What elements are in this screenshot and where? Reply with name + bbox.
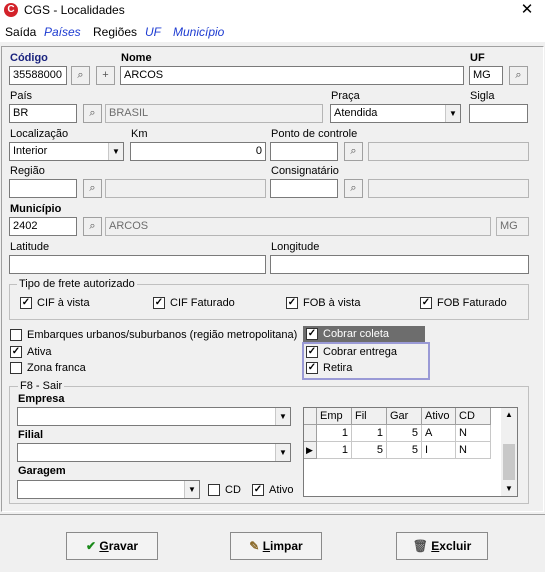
window-title: CGS - Localidades xyxy=(24,3,125,17)
gravar-button[interactable]: ✔ Gravar xyxy=(66,532,158,560)
ponto-controle-code-input[interactable] xyxy=(270,142,338,161)
empresa-select[interactable] xyxy=(17,407,291,426)
garagem-grid[interactable] xyxy=(303,407,518,497)
zona-franca-label: Zona franca xyxy=(27,362,86,374)
embarques-label: Embarques urbanos/suburbanos (região metropolitana) xyxy=(27,329,298,341)
grid-cell[interactable]: 5 xyxy=(387,425,422,442)
grid-header-gar[interactable]: Gar xyxy=(387,408,422,425)
zona-franca-checkbox[interactable] xyxy=(10,362,22,374)
check-icon: ✓ xyxy=(253,484,263,495)
chevron-down-icon[interactable]: ▼ xyxy=(275,444,290,461)
ativa-checkbox[interactable] xyxy=(10,346,22,358)
check-icon: ✓ xyxy=(287,297,297,308)
uf-label: UF xyxy=(470,52,485,64)
check-icon: ✓ xyxy=(421,297,431,308)
regiao-code-input[interactable] xyxy=(9,179,77,198)
binoculars-icon: ⌕ xyxy=(89,182,96,194)
row-indicator: ▶ xyxy=(304,442,317,459)
excluir-button[interactable]: 🗑 Excluir xyxy=(396,532,488,560)
cobrar-coleta-checkbox[interactable] xyxy=(306,328,318,340)
ativo-label: Ativo xyxy=(269,484,294,496)
menu-paises[interactable]: Países xyxy=(44,25,81,39)
latitude-label: Latitude xyxy=(10,241,50,253)
binoculars-icon: ⌕ xyxy=(350,145,357,157)
binoculars-icon: ⌕ xyxy=(77,69,84,81)
praca-select[interactable] xyxy=(330,104,461,123)
menu-bar xyxy=(0,22,545,42)
binoculars-icon: ⌕ xyxy=(350,182,357,194)
ativo-checkbox[interactable] xyxy=(252,484,264,496)
sigla-input[interactable] xyxy=(469,104,528,123)
localizacao-label: Localização xyxy=(10,128,69,140)
regiao-search-button[interactable] xyxy=(83,179,102,198)
filial-select[interactable] xyxy=(17,443,291,462)
grid-cell[interactable]: 5 xyxy=(387,442,422,459)
chevron-down-icon[interactable]: ▼ xyxy=(445,105,460,122)
grid-cell[interactable]: N xyxy=(456,442,491,459)
localizacao-value: Interior xyxy=(13,145,48,157)
cd-label: CD xyxy=(225,484,241,496)
check-icon: ✓ xyxy=(307,346,317,357)
cobrar-entrega-label: Cobrar entrega xyxy=(323,346,397,358)
municipio-label: Município xyxy=(10,203,62,215)
binoculars-icon: ⌕ xyxy=(89,220,96,232)
check-icon: ✓ xyxy=(307,328,317,339)
grid-cell[interactable]: 1 xyxy=(317,442,352,459)
menu-municipio[interactable]: Município xyxy=(173,25,225,39)
consignatario-search-button[interactable] xyxy=(344,179,363,198)
cif-faturado-label: CIF Faturado xyxy=(170,297,235,309)
menu-saida[interactable]: Saída xyxy=(5,25,37,39)
municipio-uf-field: MG xyxy=(496,217,529,236)
fob-faturado-label: FOB Faturado xyxy=(437,297,507,309)
row-indicator xyxy=(304,425,317,442)
garagem-select[interactable] xyxy=(17,480,200,499)
grid-cell[interactable]: 1 xyxy=(317,425,352,442)
grid-header-emp[interactable]: Emp xyxy=(317,408,352,425)
consignatario-label: Consignatário xyxy=(271,165,339,177)
embarques-checkbox[interactable] xyxy=(10,329,22,341)
grid-header-cd[interactable]: CD xyxy=(456,408,491,425)
grid-cell[interactable]: I xyxy=(422,442,456,459)
chevron-down-icon[interactable]: ▼ xyxy=(275,408,290,425)
scroll-thumb[interactable] xyxy=(503,444,515,480)
pais-name-field: BRASIL xyxy=(105,104,323,123)
cif-faturado-checkbox[interactable] xyxy=(153,297,165,309)
consignatario-code-input[interactable] xyxy=(270,179,338,198)
title-bar xyxy=(0,0,545,22)
pais-code-input[interactable]: BR xyxy=(9,104,77,123)
retira-label: Retira xyxy=(323,362,353,374)
longitude-label: Longitude xyxy=(271,241,320,253)
check-icon: ✓ xyxy=(11,346,21,357)
check-icon: ✓ xyxy=(154,297,164,308)
grid-scrollbar[interactable] xyxy=(501,408,517,496)
empresa-label: Empresa xyxy=(18,393,65,405)
app-logo-icon: C xyxy=(4,3,18,17)
pais-label: País xyxy=(10,90,33,102)
municipio-code-input[interactable]: 2402 xyxy=(9,217,77,236)
cif-avista-checkbox[interactable] xyxy=(20,297,32,309)
regiao-label: Região xyxy=(10,165,45,177)
f8-title: F8 - Sair xyxy=(20,380,63,392)
ativa-label: Ativa xyxy=(27,346,52,358)
pais-search-button[interactable] xyxy=(83,104,102,123)
retira-checkbox[interactable] xyxy=(306,362,318,374)
frete-title: Tipo de frete autorizado xyxy=(19,278,135,290)
grid-header-fil[interactable]: Fil xyxy=(352,408,387,425)
ponto-controle-label: Ponto de controle xyxy=(271,128,358,140)
grid-header-ativo[interactable]: Ativo xyxy=(422,408,456,425)
cd-checkbox[interactable] xyxy=(208,484,220,496)
regiao-name-field xyxy=(105,179,266,198)
uf-search-button[interactable] xyxy=(509,66,528,85)
check-icon: ✔ xyxy=(85,539,96,553)
uf-input[interactable]: MG xyxy=(469,66,503,85)
praca-label: Praça xyxy=(331,90,360,102)
close-button[interactable]: ✕ xyxy=(520,1,534,18)
latitude-input[interactable] xyxy=(9,255,266,274)
broom-icon: ✎ xyxy=(249,539,260,553)
ponto-controle-name-field xyxy=(368,142,529,161)
menu-uf[interactable]: UF xyxy=(145,25,161,39)
grid-corner xyxy=(304,408,317,425)
longitude-input[interactable] xyxy=(270,255,529,274)
check-icon: ✓ xyxy=(21,297,31,308)
chevron-down-icon[interactable]: ▼ xyxy=(184,481,199,498)
km-input[interactable]: 0 xyxy=(130,142,266,161)
menu-regioes[interactable]: Regiões xyxy=(93,25,138,39)
cobrar-coleta-label: Cobrar coleta xyxy=(323,328,390,340)
grid-cell[interactable]: 5 xyxy=(352,442,387,459)
cif-avista-label: CIF à vista xyxy=(37,297,90,309)
codigo-add-button[interactable] xyxy=(96,66,115,85)
filial-label: Filial xyxy=(18,429,44,441)
grid-cell[interactable]: A xyxy=(422,425,456,442)
fob-avista-checkbox[interactable] xyxy=(286,297,298,309)
municipio-name-field: ARCOS xyxy=(105,217,491,236)
fob-faturado-checkbox[interactable] xyxy=(420,297,432,309)
binoculars-icon: ⌕ xyxy=(89,107,96,119)
codigo-label: Código xyxy=(10,52,48,64)
grid-cell[interactable]: 1 xyxy=(352,425,387,442)
fob-avista-label: FOB à vista xyxy=(303,297,361,309)
nome-input[interactable]: ARCOS xyxy=(120,66,464,85)
grid-cell[interactable]: N xyxy=(456,425,491,442)
consignatario-name-field xyxy=(368,179,529,198)
plus-icon: + xyxy=(102,69,109,81)
binoculars-icon: ⌕ xyxy=(515,69,522,81)
garagem-label: Garagem xyxy=(18,465,66,477)
check-icon: ✓ xyxy=(307,362,317,373)
limpar-button[interactable]: ✎ Limpar xyxy=(230,532,322,560)
codigo-input[interactable]: 35588000 xyxy=(9,66,67,85)
sigla-label: Sigla xyxy=(470,90,495,102)
chevron-down-icon[interactable]: ▼ xyxy=(108,143,123,160)
localizacao-select[interactable] xyxy=(9,142,124,161)
praca-value: Atendida xyxy=(334,107,378,119)
codigo-search-button[interactable] xyxy=(71,66,90,85)
cobrar-entrega-checkbox[interactable] xyxy=(306,346,318,358)
trash-icon: 🗑 xyxy=(412,539,428,553)
km-label: Km xyxy=(131,128,148,140)
nome-label: Nome xyxy=(121,52,152,64)
ponto-controle-search-button[interactable] xyxy=(344,142,363,161)
municipio-search-button[interactable] xyxy=(83,217,102,236)
scroll-up-icon[interactable]: ▲ xyxy=(505,410,513,419)
scroll-down-icon[interactable]: ▼ xyxy=(505,484,513,493)
